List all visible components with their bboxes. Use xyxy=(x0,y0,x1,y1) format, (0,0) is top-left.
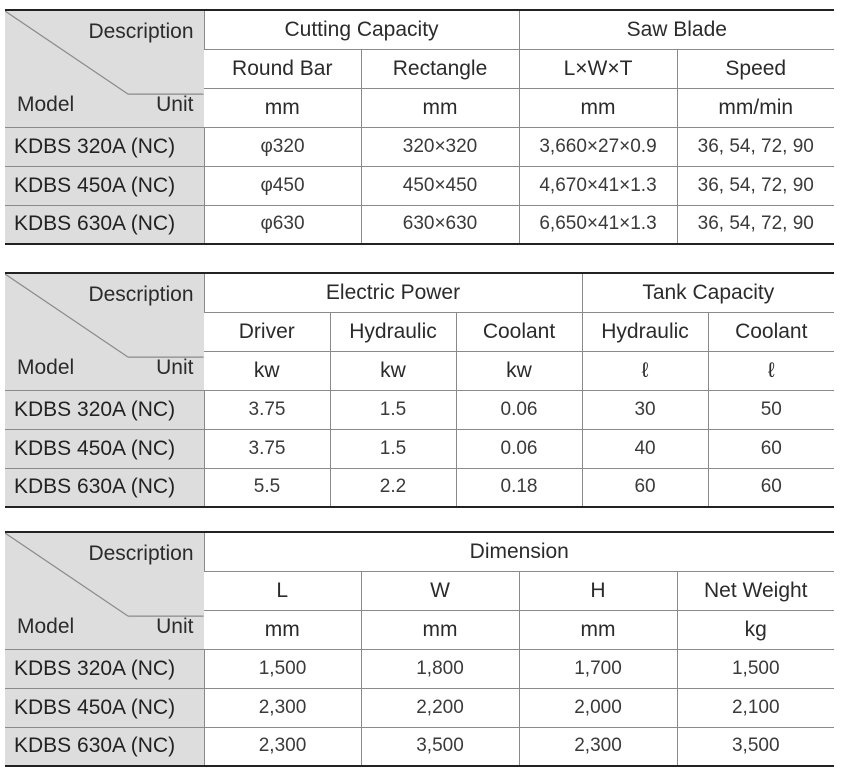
unit-label: Unit xyxy=(156,355,194,379)
corner-header-cell xyxy=(5,532,204,649)
model-cell: KDBS 630A (NC) xyxy=(5,205,204,244)
model-cell: KDBS 450A (NC) xyxy=(5,688,204,727)
data-cell: 4,670×41×1.3 xyxy=(519,166,677,205)
data-cell: 2,200 xyxy=(361,688,519,727)
data-cell: 60 xyxy=(708,468,834,507)
unit-cell: mm xyxy=(204,88,361,127)
unit-cell: kw xyxy=(204,351,330,390)
table-row xyxy=(5,166,834,205)
data-cell: 3.75 xyxy=(204,429,330,468)
model-label: Model xyxy=(17,614,75,638)
corner-header-cell xyxy=(5,273,204,390)
unit-cell: mm xyxy=(361,88,519,127)
model-label: Model xyxy=(17,92,75,116)
unit-cell: mm/min xyxy=(677,88,834,127)
data-cell: 30 xyxy=(582,390,708,429)
subheader-speed: Speed xyxy=(677,49,834,88)
data-cell: 2,300 xyxy=(204,727,361,766)
group-header-tank-capacity: Tank Capacity xyxy=(582,273,834,312)
data-cell: 50 xyxy=(708,390,834,429)
data-cell: 1,500 xyxy=(677,649,834,688)
dimension-table xyxy=(5,531,834,767)
unit-label: Unit xyxy=(156,92,194,116)
model-cell: KDBS 450A (NC) xyxy=(5,166,204,205)
subheader-driver: Driver xyxy=(204,312,330,351)
unit-cell: kg xyxy=(677,610,834,649)
unit-label: Unit xyxy=(156,614,194,638)
subheader-coolant: Coolant xyxy=(456,312,582,351)
data-cell: 36, 54, 72, 90 xyxy=(677,205,834,244)
table-row xyxy=(5,688,834,727)
data-cell: 3.75 xyxy=(204,390,330,429)
data-cell: 3,660×27×0.9 xyxy=(519,127,677,166)
subheader-hydraulic-tank: Hydraulic xyxy=(582,312,708,351)
group-header-saw-blade: Saw Blade xyxy=(519,10,834,49)
description-label: Description xyxy=(88,20,194,43)
description-label: Description xyxy=(88,542,194,565)
data-cell: 2,000 xyxy=(519,688,677,727)
table-row xyxy=(5,649,834,688)
subheader-hydraulic: Hydraulic xyxy=(330,312,456,351)
data-cell: 36, 54, 72, 90 xyxy=(677,166,834,205)
data-cell: 1,700 xyxy=(519,649,677,688)
unit-cell: kw xyxy=(330,351,456,390)
table-row xyxy=(5,390,834,429)
subheader-l: L xyxy=(204,571,361,610)
data-cell: 630×630 xyxy=(361,205,519,244)
data-cell: 5.5 xyxy=(204,468,330,507)
data-cell: 2.2 xyxy=(330,468,456,507)
data-cell: 450×450 xyxy=(361,166,519,205)
group-header-cutting-capacity: Cutting Capacity xyxy=(204,10,519,49)
unit-cell: ℓ xyxy=(708,351,834,390)
electric-power-tank-capacity-table xyxy=(5,272,834,508)
group-header-dimension: Dimension xyxy=(204,532,834,571)
corner-header-cell xyxy=(5,10,204,127)
subheader-coolant-tank: Coolant xyxy=(708,312,834,351)
subheader-rectangle: Rectangle xyxy=(361,49,519,88)
table-row xyxy=(5,727,834,766)
data-cell: 3,500 xyxy=(677,727,834,766)
data-cell: φ630 xyxy=(204,205,361,244)
data-cell: φ450 xyxy=(204,166,361,205)
data-cell: 0.06 xyxy=(456,429,582,468)
data-cell: 60 xyxy=(582,468,708,507)
data-cell: 2,300 xyxy=(519,727,677,766)
data-cell: 1,800 xyxy=(361,649,519,688)
group-header-electric-power: Electric Power xyxy=(204,273,582,312)
unit-cell: ℓ xyxy=(582,351,708,390)
model-cell: KDBS 320A (NC) xyxy=(5,390,204,429)
subheader-net-weight: Net Weight xyxy=(677,571,834,610)
data-cell: 1.5 xyxy=(330,429,456,468)
data-cell: 2,300 xyxy=(204,688,361,727)
table-row xyxy=(5,429,834,468)
unit-cell: mm xyxy=(204,610,361,649)
model-cell: KDBS 630A (NC) xyxy=(5,468,204,507)
model-cell: KDBS 450A (NC) xyxy=(5,429,204,468)
data-cell: 1,500 xyxy=(204,649,361,688)
cutting-capacity-saw-blade-table xyxy=(5,9,834,245)
model-cell: KDBS 320A (NC) xyxy=(5,649,204,688)
model-label: Model xyxy=(17,355,75,379)
model-cell: KDBS 320A (NC) xyxy=(5,127,204,166)
subheader-round-bar: Round Bar xyxy=(204,49,361,88)
data-cell: 40 xyxy=(582,429,708,468)
description-label: Description xyxy=(88,283,194,306)
subheader-w: W xyxy=(361,571,519,610)
unit-cell: mm xyxy=(361,610,519,649)
data-cell: 0.06 xyxy=(456,390,582,429)
unit-cell: mm xyxy=(519,88,677,127)
unit-cell: kw xyxy=(456,351,582,390)
table-row xyxy=(5,205,834,244)
data-cell: φ320 xyxy=(204,127,361,166)
data-cell: 3,500 xyxy=(361,727,519,766)
data-cell: 0.18 xyxy=(456,468,582,507)
data-cell: 320×320 xyxy=(361,127,519,166)
data-cell: 60 xyxy=(708,429,834,468)
unit-cell: mm xyxy=(519,610,677,649)
table-row xyxy=(5,127,834,166)
model-cell: KDBS 630A (NC) xyxy=(5,727,204,766)
data-cell: 2,100 xyxy=(677,688,834,727)
subheader-lwt: L×W×T xyxy=(519,49,677,88)
subheader-h: H xyxy=(519,571,677,610)
data-cell: 6,650×41×1.3 xyxy=(519,205,677,244)
data-cell: 36, 54, 72, 90 xyxy=(677,127,834,166)
table-row xyxy=(5,468,834,507)
data-cell: 1.5 xyxy=(330,390,456,429)
